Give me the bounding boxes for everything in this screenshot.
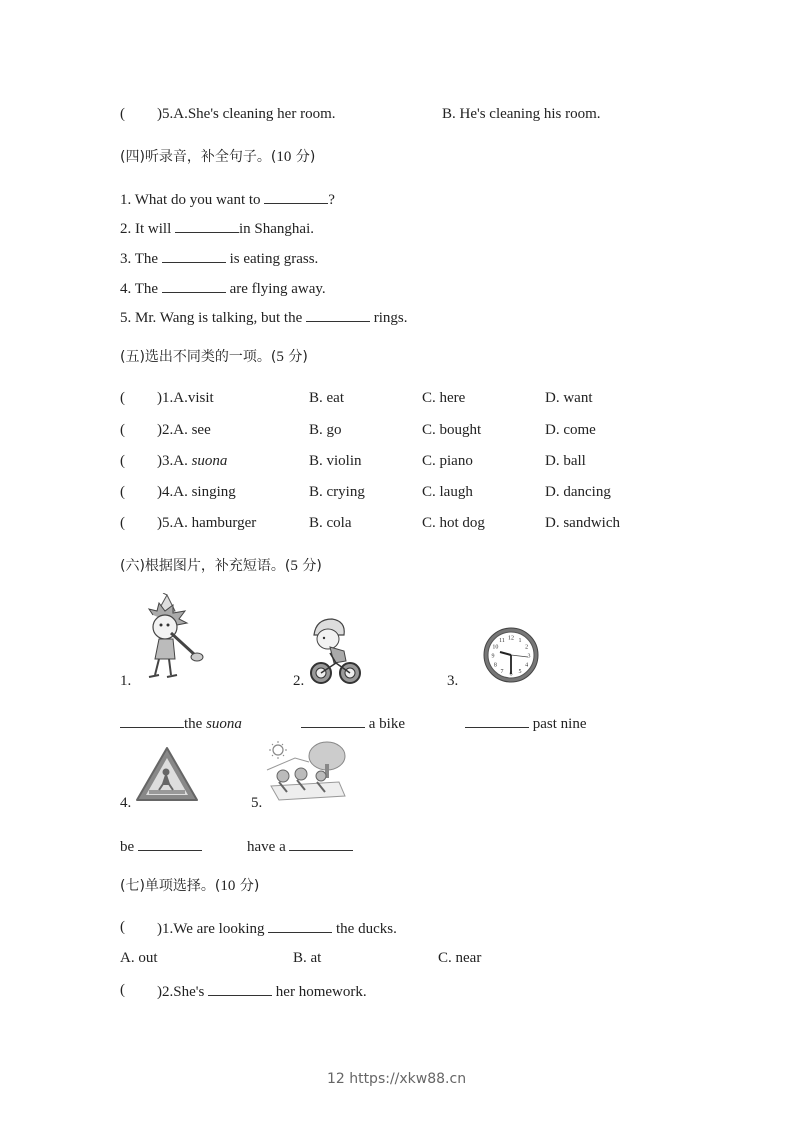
question-text: )2.She's [157, 984, 209, 1000]
clock-numeral: 3 [527, 653, 531, 660]
option-a-text: )2.A. see [157, 422, 211, 438]
option-d: D. sandwich [545, 515, 620, 531]
option-c: C. laugh [422, 484, 473, 500]
fill-sentence-5 [120, 307, 408, 327]
sentence-text: ? [328, 192, 335, 208]
clock-numeral: 2 [525, 644, 529, 651]
clock-numeral: 5 [518, 669, 522, 676]
fill-sentence-4 [120, 278, 326, 298]
picture-3-phrase [465, 713, 587, 733]
q1-option-c: C. near [438, 950, 482, 966]
option-c: C. here [422, 390, 466, 406]
q1-question [157, 918, 397, 938]
sentence-text: is eating grass. [225, 251, 319, 267]
option-a [157, 514, 256, 532]
clock-image [482, 626, 540, 684]
answer-blank[interactable] [301, 713, 365, 728]
answer-blank[interactable] [465, 713, 529, 728]
q1-answer-bracket[interactable]: ( [120, 919, 125, 935]
warning-sign-image [135, 746, 199, 804]
answer-blank[interactable] [120, 713, 184, 728]
phrase-text: a bike [365, 716, 405, 732]
q1-option-b: B. at [293, 950, 322, 966]
picnic-image [265, 740, 347, 802]
section-7-heading [120, 877, 259, 895]
section-5-heading [120, 348, 308, 366]
phrase-text: be [120, 839, 138, 855]
answer-blank[interactable] [289, 836, 353, 851]
option-b: B. eat [309, 390, 344, 406]
phrase-text: the [184, 716, 207, 732]
heading-suffix: 分) [283, 349, 308, 365]
picture-3-number: 3. [447, 673, 459, 689]
question-text: the ducks. [332, 921, 397, 937]
answer-blank[interactable] [162, 248, 226, 263]
fill-sentence-2 [120, 218, 314, 238]
clock-numeral: 6 [509, 671, 513, 678]
picture-1-phrase [120, 713, 242, 733]
top-item-bracket: ( [120, 106, 125, 122]
option-b: B. go [309, 422, 342, 438]
clock-numeral: 1 [518, 637, 522, 644]
heading-suffix: 分) [297, 558, 322, 574]
phrase-text: past nine [529, 716, 587, 732]
clock-numeral: 9 [491, 653, 495, 660]
option-b: B. cola [309, 515, 352, 531]
option-c: C. bought [422, 422, 482, 438]
sentence-text: rings. [370, 310, 408, 326]
picture-2-number: 2. [293, 673, 305, 689]
option-a-italic: suona [191, 453, 228, 469]
picture-5-phrase [247, 836, 353, 856]
section-6-heading [120, 557, 322, 575]
clock-numeral: 11 [499, 637, 505, 644]
fill-sentence-1 [120, 189, 335, 209]
q2-question [157, 981, 367, 1001]
answer-bracket[interactable]: ( [120, 515, 125, 531]
boy-playing-suona-image [145, 593, 207, 681]
option-d: D. dancing [545, 484, 611, 500]
heading-suffix: 分) [291, 149, 316, 165]
sentence-text: 3. The [120, 251, 162, 267]
answer-blank[interactable] [138, 836, 202, 851]
answer-bracket[interactable]: ( [120, 453, 125, 469]
q1-option-a: A. out [120, 950, 158, 966]
answer-blank[interactable] [306, 307, 370, 322]
fill-sentence-3 [120, 248, 318, 268]
clock-numeral: 7 [500, 669, 504, 676]
clock-numeral: 8 [493, 662, 497, 669]
heading-points: 5 [276, 349, 284, 365]
heading-points: 10 [220, 878, 236, 894]
answer-blank [208, 981, 272, 996]
option-a-text: )3.A. [157, 453, 192, 469]
option-a-text: )4.A. singing [157, 484, 236, 500]
answer-blank[interactable] [264, 189, 328, 204]
option-a [157, 389, 214, 407]
answer-bracket[interactable]: ( [120, 422, 125, 438]
picture-5-number: 5. [251, 795, 263, 811]
option-d: D. come [545, 422, 596, 438]
clock-numeral: 10 [492, 644, 499, 651]
answer-blank [268, 918, 332, 933]
sentence-text: 5. Mr. Wang is talking, but the [120, 310, 307, 326]
clock-numeral: 12 [508, 635, 514, 642]
option-b: B. crying [309, 484, 365, 500]
heading-text: (七)单项选择。( [120, 878, 221, 894]
heading-text: (五)选出不同类的一项。( [120, 349, 277, 365]
option-d: D. want [545, 390, 593, 406]
picture-4-phrase [120, 836, 202, 856]
heading-suffix: 分) [235, 878, 260, 894]
question-text: her homework. [272, 984, 367, 1000]
answer-blank[interactable] [162, 278, 226, 293]
page-footer: 12 https://xkw88.cn [326, 1071, 467, 1087]
sentence-text: 4. The [120, 281, 162, 297]
top-item-option-b: B. He's cleaning his room. [442, 106, 601, 122]
phrase-italic: suona [206, 716, 242, 732]
option-a [157, 483, 236, 501]
option-b: B. violin [309, 453, 362, 469]
option-a [157, 452, 227, 470]
option-d: D. ball [545, 453, 586, 469]
option-a-text: )5.A. hamburger [157, 515, 257, 531]
heading-points: 5 [290, 558, 298, 574]
picture-1-number: 1. [120, 673, 132, 689]
option-a-text: )1.A.visit [157, 390, 214, 406]
question-text: )1.We are looking [157, 921, 269, 937]
option-c: C. piano [422, 453, 473, 469]
answer-blank[interactable] [175, 218, 239, 233]
heading-text: (四)听录音，补全句子。( [120, 149, 277, 165]
phrase-text: have a [247, 839, 290, 855]
sentence-text: 1. What do you want to [120, 192, 265, 208]
sentence-text: in Shanghai. [239, 221, 314, 237]
answer-bracket[interactable]: ( [120, 484, 125, 500]
heading-text: (六)根据图片，补充短语。( [120, 558, 291, 574]
q2-answer-bracket[interactable]: ( [120, 982, 125, 998]
clock-numeral: 4 [525, 662, 529, 669]
option-c: C. hot dog [422, 515, 485, 531]
option-a [157, 421, 211, 439]
sentence-text: 2. It will [120, 221, 175, 237]
answer-bracket[interactable]: ( [120, 390, 125, 406]
heading-points: 10 [276, 149, 292, 165]
boy-riding-bike-image [308, 617, 362, 687]
picture-2-phrase [301, 713, 405, 733]
section-4-heading [120, 148, 315, 166]
sentence-text: are flying away. [225, 281, 326, 297]
picture-4-number: 4. [120, 795, 132, 811]
top-item-question: )5.A.She's cleaning her room. [157, 106, 336, 122]
